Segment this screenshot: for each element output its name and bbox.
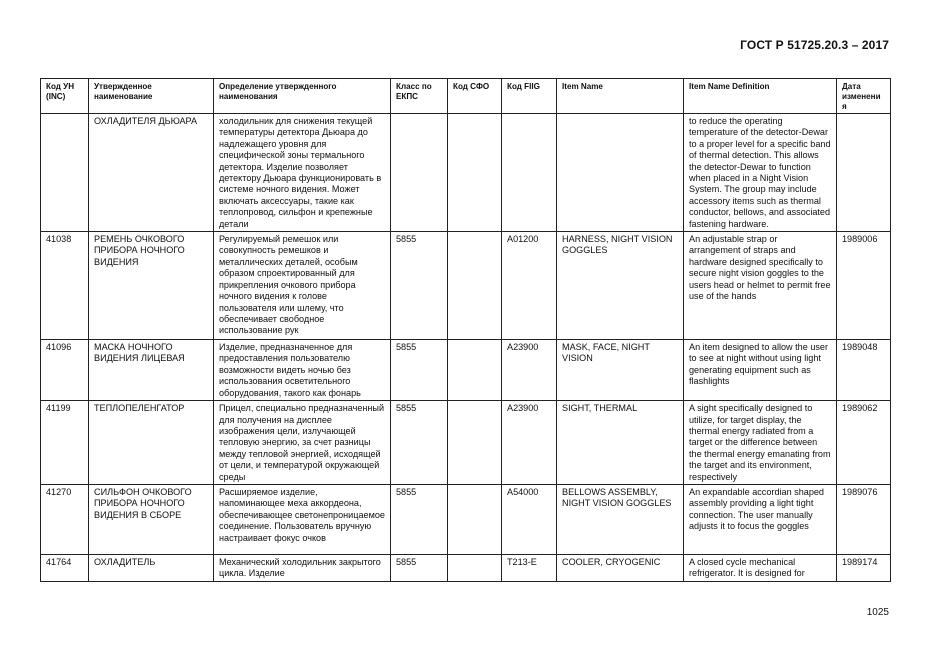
cell-approved-name: ТЕПЛОПЕЛЕНГАТОР [89, 401, 214, 485]
cell-inc: 41270 [41, 484, 89, 554]
cell-item-name: COOLER, CRYOGENIC [557, 554, 684, 581]
cell-fiig-code: A01200 [502, 232, 557, 340]
header-item-name-definition: Item Name Definition [684, 79, 837, 114]
cell-ekps-class: 5855 [391, 340, 448, 401]
header-inc: Код УН (INC) [41, 79, 89, 114]
cell-ekps-class [391, 114, 448, 232]
header-change-date: Дата изменения [837, 79, 891, 114]
cell-inc: 41199 [41, 401, 89, 485]
cell-change-date: 1989006 [837, 232, 891, 340]
header-sfo-code: Код СФО [448, 79, 502, 114]
header-fiig-code: Код FIIG [502, 79, 557, 114]
table-row [41, 484, 891, 554]
cell-definition: Изделие, предназначенное для предоставления пользователю возможности видеть ночью без использования осветительного оборудования, такого как фонарь [214, 340, 391, 401]
cell-ekps-class: 5855 [391, 232, 448, 340]
cell-sfo-code [448, 340, 502, 401]
document-title: ГОСТ Р 51725.20.3 – 2017 [740, 38, 889, 52]
cell-definition: Прицел, специально предназначенный для получения на дисплее изображения цели, излучающей тепловую энергию, за счет разницы между тепловой энергией, исходящей от цели, и температурой окружающей среды [214, 401, 391, 485]
cell-inc: 41038 [41, 232, 89, 340]
table-row [41, 232, 891, 340]
cell-item-name-definition: An expandable accordian shaped assembly providing a light tight connection. The user manually adjusts it to focus the goggles [684, 484, 837, 554]
header-approved-name: Утвержденное наименование [89, 79, 214, 114]
cell-approved-name: СИЛЬФОН ОЧКОВОГО ПРИБОРА НОЧНОГО ВИДЕНИЯ В СБОРЕ [89, 484, 214, 554]
cell-inc: 41764 [41, 554, 89, 581]
cell-fiig-code: A23900 [502, 340, 557, 401]
cell-fiig-code: A23900 [502, 401, 557, 485]
catalog-table [40, 78, 891, 582]
cell-change-date: 1989076 [837, 484, 891, 554]
cell-item-name: SIGHT, THERMAL [557, 401, 684, 485]
cell-item-name-definition: A closed cycle mechanical refrigerator. It is designed for [684, 554, 837, 581]
cell-approved-name: ОХЛАДИТЕЛЬ [89, 554, 214, 581]
cell-sfo-code [448, 554, 502, 581]
cell-sfo-code [448, 232, 502, 340]
table-row [41, 401, 891, 485]
cell-sfo-code [448, 114, 502, 232]
cell-definition: Регулируемый ремешок или совокупность ремешков и металлических деталей, особым образом спроектированный для прикрепления очкового прибора ночного видения к голове пользователя или шлему, что обеспечивает свободное использование рук [214, 232, 391, 340]
header-ekps-class: Класс по ЕКПС [391, 79, 448, 114]
table-row [41, 340, 891, 401]
cell-definition: холодильник для снижения текущей температуры детектора Дьюара до надлежащего уровня для специфической зоны термального детектора. Изделие позволяет детектору Дьюара функционировать в системе ночного видения. Может включать аксессуары, такие как теплопровод, сильфон и крепежные детали [214, 114, 391, 232]
cell-fiig-code: T213-E [502, 554, 557, 581]
cell-item-name-definition: A sight specifically designed to utilize, for target display, the thermal energy radiated from a target or the difference between the thermal energy emanating from the target and its environment, respectively [684, 401, 837, 485]
cell-approved-name: РЕМЕНЬ ОЧКОВОГО ПРИБОРА НОЧНОГО ВИДЕНИЯ [89, 232, 214, 340]
table-row [41, 114, 891, 232]
cell-inc: 41096 [41, 340, 89, 401]
cell-change-date: 1989174 [837, 554, 891, 581]
header-item-name: Item Name [557, 79, 684, 114]
cell-ekps-class: 5855 [391, 554, 448, 581]
page-number: 1025 [866, 607, 889, 618]
cell-change-date [837, 114, 891, 232]
cell-item-name: MASK, FACE, NIGHT VISION [557, 340, 684, 401]
cell-item-name: BELLOWS ASSEMBLY, NIGHT VISION GOGGLES [557, 484, 684, 554]
cell-sfo-code [448, 401, 502, 485]
cell-item-name-definition: An item designed to allow the user to see at night without using light generating equipment such as flashlights [684, 340, 837, 401]
cell-change-date: 1989062 [837, 401, 891, 485]
cell-item-name-definition: An adjustable strap or arrangement of straps and hardware designed specifically to secure night vision goggles to the users head or helmet to permit free use of the hands [684, 232, 837, 340]
cell-ekps-class: 5855 [391, 484, 448, 554]
cell-fiig-code [502, 114, 557, 232]
cell-change-date: 1989048 [837, 340, 891, 401]
cell-approved-name: МАСКА НОЧНОГО ВИДЕНИЯ ЛИЦЕВАЯ [89, 340, 214, 401]
header-definition: Определение утвержденного наименования [214, 79, 391, 114]
cell-sfo-code [448, 484, 502, 554]
cell-item-name [557, 114, 684, 232]
cell-definition: Механический холодильник закрытого цикла. Изделие [214, 554, 391, 581]
cell-item-name-definition: to reduce the operating temperature of the detector-Dewar to a proper level for a specific band of thermal detection. This allows the detector-Dewar to function when placed in a Night Vision System. The group may include accessory items such as thermal conductor, bellows, and associated fastening hardware. [684, 114, 837, 232]
cell-approved-name: ОХЛАДИТЕЛЯ ДЬЮАРА [89, 114, 214, 232]
cell-definition: Расширяемое изделие, напоминающее меха аккордеона, обеспечивающее светонепроницаемое соединение. Пользователь вручную настраивает фокус очков [214, 484, 391, 554]
cell-item-name: HARNESS, NIGHT VISION GOGGLES [557, 232, 684, 340]
cell-fiig-code: A54000 [502, 484, 557, 554]
cell-inc [41, 114, 89, 232]
table-row [41, 554, 891, 581]
cell-ekps-class: 5855 [391, 401, 448, 485]
table-header-row [41, 79, 891, 114]
